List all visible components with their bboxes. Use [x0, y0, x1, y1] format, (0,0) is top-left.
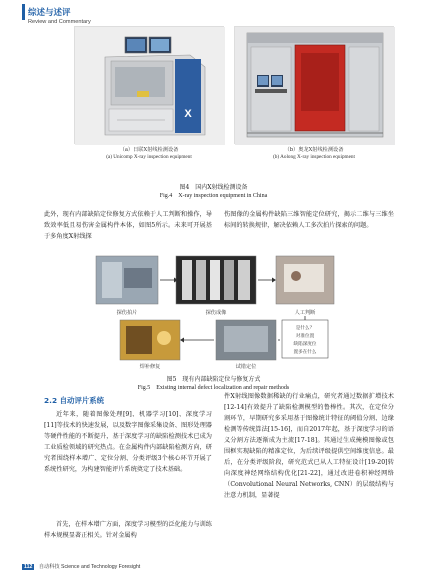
figure-4	[74, 26, 394, 160]
aolong-machine-illustration	[235, 27, 395, 145]
running-header	[28, 6, 91, 25]
paragraph-1-right: 伤图像的金属构件缺陷三维智能定位研究，揭示二维与三维坐标间的转换规律，解决依赖人工多次拍片探索的问题。	[224, 211, 394, 229]
journal-name-en: Science and Technology Foresight	[61, 564, 141, 570]
header-title-cn: 综述与述评	[28, 8, 71, 18]
label-manual-judgement: 人工判断	[294, 310, 316, 316]
paragraph-2-right: 件X射线图像数据稀缺的行业痛点，研究者通过数据扩增技术[12-14]有效提升了缺陷检测模型的鲁棒性。其次，在定位分割环节，早期研究多采用基于图像统计特征的阈值分割、边缘检测等传统算法[15-16]，而自2017年起，基于深度学习的语义分割方法逐渐成为主流[17-18]。其通过生成掩模图像或包围框实现缺陷的精准定位，为后续评级提供空间维度信息。最后，在分类评级阶段，研究范式已从人工特征设计[19-20]转向深度神经网络结构优化[21-22]，通过改进卷积神经网络（Convolutional Neural Networks, CNN）的层级结构与注意力机制，显著提	[224, 393, 394, 499]
header-accent-bar	[22, 4, 25, 20]
figure-4-caption-cn: 图4 国内X射线检测设备	[179, 184, 248, 191]
figure-4b-photo	[234, 26, 394, 144]
label-film-shooting: 探伤拍片	[116, 310, 138, 316]
paragraph-1-left: 此外，现有内部缺陷定位修复方式依赖于人工判断和操作，导致效率低且易伤害金属构件本体，如图5所示。未来可开展基于多角度X射线探	[44, 211, 212, 240]
journal-name-cn: 自动科技	[38, 564, 60, 570]
section-title: 2.2 自动评片系统	[44, 396, 105, 405]
note-line-4: 置多在什么	[293, 350, 317, 355]
figure-4a-caption-cn: （a）日联X射线检测设备	[119, 147, 179, 153]
figure-4b-caption	[232, 147, 396, 161]
unicomp-machine-illustration	[75, 27, 225, 145]
label-radiograph: 探伤成像	[205, 310, 227, 316]
figure-5-caption-cn: 图5 现有内部缺陷定位与修复方式	[166, 376, 261, 383]
note-line-1: 是什么？	[295, 326, 315, 331]
page-number: 112	[24, 564, 33, 570]
header-title-en: Review and Commentary	[28, 19, 91, 25]
figure-5	[90, 254, 340, 372]
figure-4-caption	[0, 184, 427, 200]
note-line-2: 对准位置	[295, 334, 315, 339]
figure-4b-caption-en: (b) Aolong X-ray inspection equipment	[273, 154, 355, 160]
label-trial-positioning: 试错定位	[235, 364, 257, 370]
machine-brand-mark: X	[184, 108, 192, 120]
figure-4a-caption	[68, 147, 230, 161]
figure-5-diagram	[90, 254, 340, 372]
note-line-3: 缺陷深度位	[293, 342, 317, 347]
figure-5-caption	[0, 376, 427, 392]
label-weld-repair: 焊补修复	[139, 364, 161, 370]
figure-5-caption-en: Fig.5 Existing internal defect localization and repair methods	[137, 385, 290, 391]
page-footer	[22, 563, 140, 570]
figure-4a-photo	[74, 26, 224, 144]
paragraph-3-left: 首先，在样本增广方面，深度学习模型的泛化能力与训练样本规模显著正相关。针对金属构	[44, 521, 212, 539]
figure-4b-caption-cn: （b）奥龙X射线检测设备	[284, 147, 344, 153]
figure-4a-caption-en: (a) Unicomp X-ray inspection equipment	[106, 154, 192, 160]
paragraph-2-left: 近年来，随着图像处理[9]、机器学习[10]、深度学习[11]等技术的快速发展，以及数字图像采集设备、图形处理器等硬件性能的不断提升，基于深度学习的缺陷检测技术已成为工业质检领域的研究热点。在金属构件内部缺陷检测方向，研究者围绕样本增广、定位分割、分类评级3个核心环节开展了系统性研究，为构建智能评片系统奠定了技术基础。	[44, 411, 212, 473]
figure-4-caption-en: Fig.4 X-ray inspection equipment in China	[159, 193, 268, 199]
